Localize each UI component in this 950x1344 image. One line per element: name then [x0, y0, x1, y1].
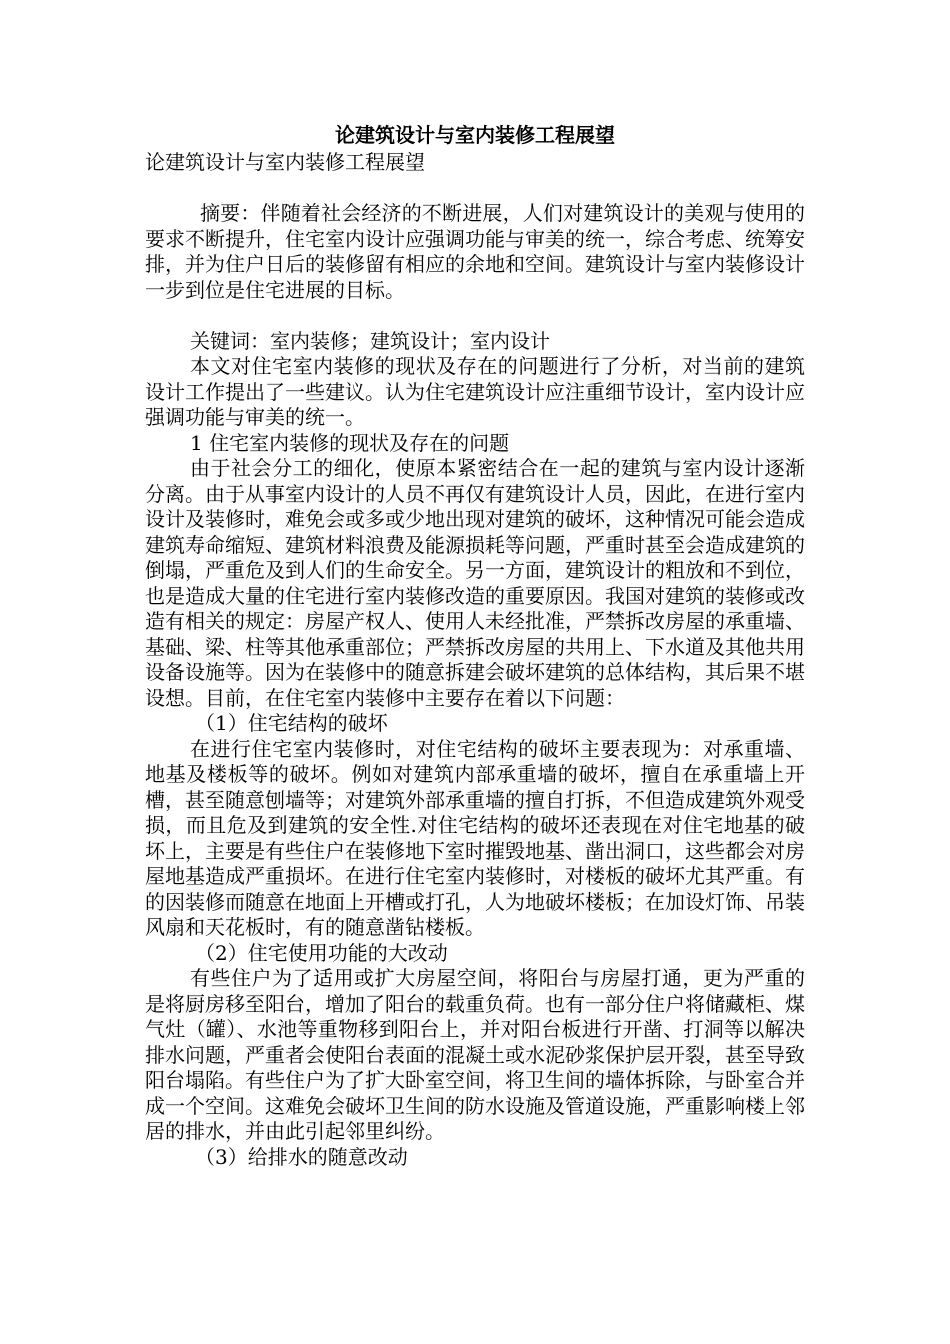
blank-line — [145, 303, 805, 329]
keywords-line: 关键词：室内装修；建筑设计；室内设计 — [190, 328, 550, 353]
subsection-2-heading: （2）住宅使用功能的大改动 — [195, 940, 448, 965]
subsection-1-paragraph: 在进行住宅室内装修时，对住宅结构的破坏主要表现为：对承重墙、地基及楼板等的破坏。例如对建筑内部承重墙的破坏，擅自在承重墙上开槽，甚至随意刨墙等；对建筑外部承重墙的擅自打拆，不但造成建筑外观受损，而且危及到建筑的安全性.对住宅结构的破坏还表现在对住宅地基的破坏上，主要是有些住户在装修地下室时摧毁地基、凿出洞口，这些都会对房屋地基造成严重损坏。在进行住宅室内装修时，对楼板的破坏尤其严重。有的因装修而随意在地面上开槽或打孔，人为地破坏楼板；在加设灯饰、吊装风扇和天花板时，有的随意凿钻楼板。 — [145, 736, 805, 939]
intro-paragraph: 本文对住宅室内装修的现状及存在的问题进行了分析，对当前的建筑设计工作提出了一些建议。认为住宅建筑设计应注重细节设计，室内设计应强调功能与审美的统一。 — [145, 354, 805, 429]
abstract-paragraph: 摘要：伴随着社会经济的不断进展，人们对建筑设计的美观与使用的要求不断提升，住宅室内设计应强调功能与审美的统一，综合考虑、统筹安排，并为住户日后的装修留有相应的余地和空间。建筑设计与室内装修设计一步到位是住宅进展的目标。 — [145, 201, 805, 302]
document-subtitle: 论建筑设计与室内装修工程展望 — [145, 150, 425, 174]
document-body — [145, 150, 805, 1170]
subsection-1-heading: （1）住宅结构的破坏 — [195, 711, 388, 735]
subsection-2-paragraph: 有些住户为了适用或扩大房屋空间，将阳台与房屋打通，更为严重的是将厨房移至阳台，增加了阳台的载重负荷。也有一部分住户将储藏柜、煤气灶（罐）、水池等重物移到阳台上，并对阳台板进行开凿、打洞等以解决排水问题，严重者会使阳台表面的混凝土或水泥砂浆保护层开裂，甚至导致阳台塌陷。有些住户为了扩大卧室空间，将卫生间的墙体拆除，与卧室合并成一个空间。这难免会破坏卫生间的防水设施及管道设施，严重影响楼上邻居的排水，并由此引起邻里纠纷。 — [145, 966, 805, 1143]
section-1-paragraph: 由于社会分工的细化，使原本紧密结合在一起的建筑与室内设计逐渐分离。由于从事室内设计的人员不再仅有建筑设计人员，因此，在进行室内设计及装修时，难免会或多或少地出现对建筑的破坏，这种情况可能会造成建筑寿命缩短、建筑材料浪费及能源损耗等问题，严重时甚至会造成建筑的倒塌，严重危及到人们的生命安全。另一方面，建筑设计的粗放和不到位，也是造成大量的住宅进行室内装修改造的重要原因。我国对建筑的装修或改造有相关的规定：房屋产权人、使用人未经批准，严禁拆改房屋的承重墙、基础、梁、柱等其他承重部位；严禁拆改房屋的共用上、下水道及其他共用设备设施等。因为在装修中的随意拆建会破坏建筑的总体结构，其后果不堪设想。目前，在住宅室内装修中主要存在着以下问题： — [145, 456, 805, 710]
blank-line — [145, 176, 805, 202]
section-1-heading: 1 住宅室内装修的现状及存在的问题 — [190, 430, 510, 455]
subsection-3-heading: （3）给排水的随意改动 — [195, 1144, 408, 1169]
document-title: 论建筑设计与室内装修工程展望 — [335, 123, 615, 147]
